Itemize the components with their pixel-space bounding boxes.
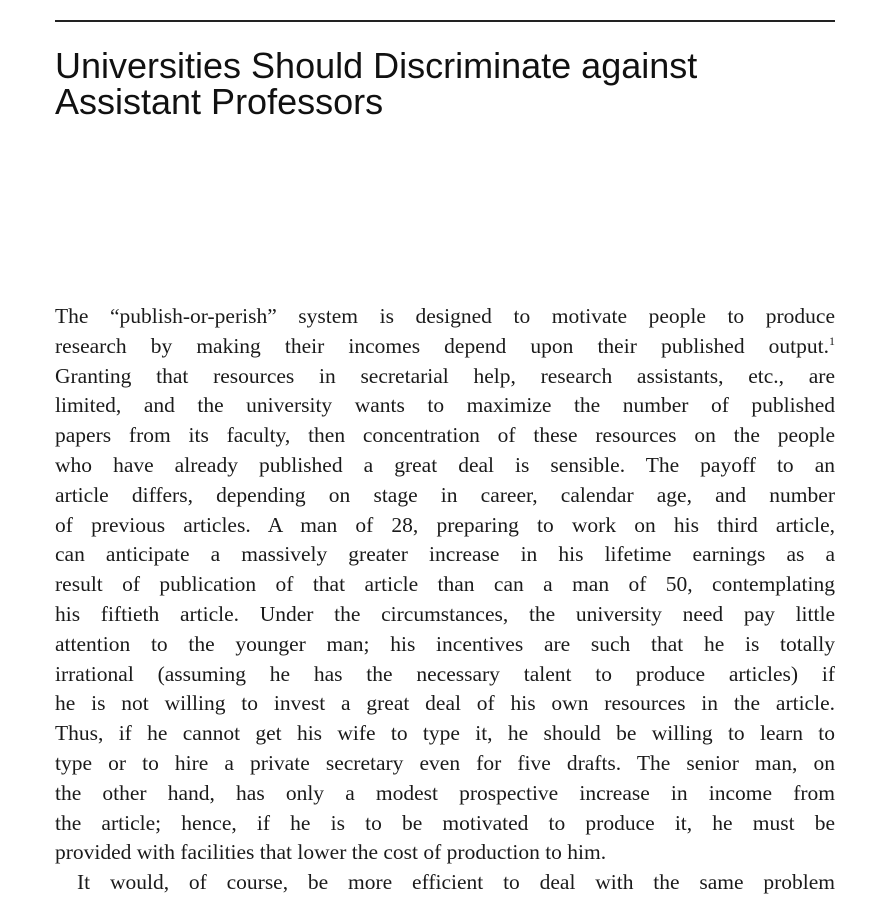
- title-line-2: Assistant Professors: [55, 81, 384, 122]
- text-line: limited, and the university wants to maximize the number of published: [55, 393, 835, 418]
- text-line: who have already published a great deal is sensible. The payoff to an: [55, 452, 835, 477]
- text-line: irrational (assuming he has the necessary talent to produce articles) if: [55, 661, 835, 686]
- text-line: his fiftieth article. Under the circumstances, the university need pay little: [55, 601, 835, 626]
- text-line: It would, of course, be more efficient to deal with the same problem: [77, 870, 835, 895]
- article-title: [55, 45, 835, 122]
- text-line-with-footnote: [55, 332, 835, 362]
- text-line: of previous articles. A man of 28, preparing to work on his third article,: [55, 512, 835, 537]
- text-line: research by making their incomes depend upon their published output.: [55, 333, 829, 358]
- text-line: he is not willing to invest a great deal of his own resources in the article.: [55, 691, 835, 716]
- text-line: Thus, if he cannot get his wife to type it, he should be willing to learn to: [55, 721, 835, 746]
- article-body: [55, 302, 835, 898]
- text-line: result of publication of that article than can a man of 50, contemplating: [55, 572, 835, 597]
- title-line-1: Universities Should Discriminate against: [55, 45, 698, 86]
- text-line: type or to hire a private secretary even for five drafts. The senior man, on: [55, 750, 835, 775]
- paragraph-last-line: provided with facilities that lower the cost of production to him.: [55, 840, 607, 865]
- text-line: The “publish-or-perish” system is designed to motivate people to produce: [55, 304, 835, 328]
- text-line: the article; hence, if he is to be motivated to produce it, he must be: [55, 810, 835, 835]
- text-line: Granting that resources in secretarial help, research assistants, etc., are: [55, 363, 835, 388]
- footnote-marker: 1: [829, 333, 835, 348]
- text-line: can anticipate a massively greater increase in his lifetime earnings as a: [55, 542, 835, 567]
- text-line: article differs, depending on stage in career, calendar age, and number: [55, 482, 835, 507]
- text-line: attention to the younger man; his incentives are such that he is totally: [55, 631, 835, 656]
- text-line: the other hand, has only a modest prospective increase in income from: [55, 780, 835, 805]
- text-line: papers from its faculty, then concentration of these resources on the people: [55, 423, 835, 448]
- top-rule: [55, 20, 835, 22]
